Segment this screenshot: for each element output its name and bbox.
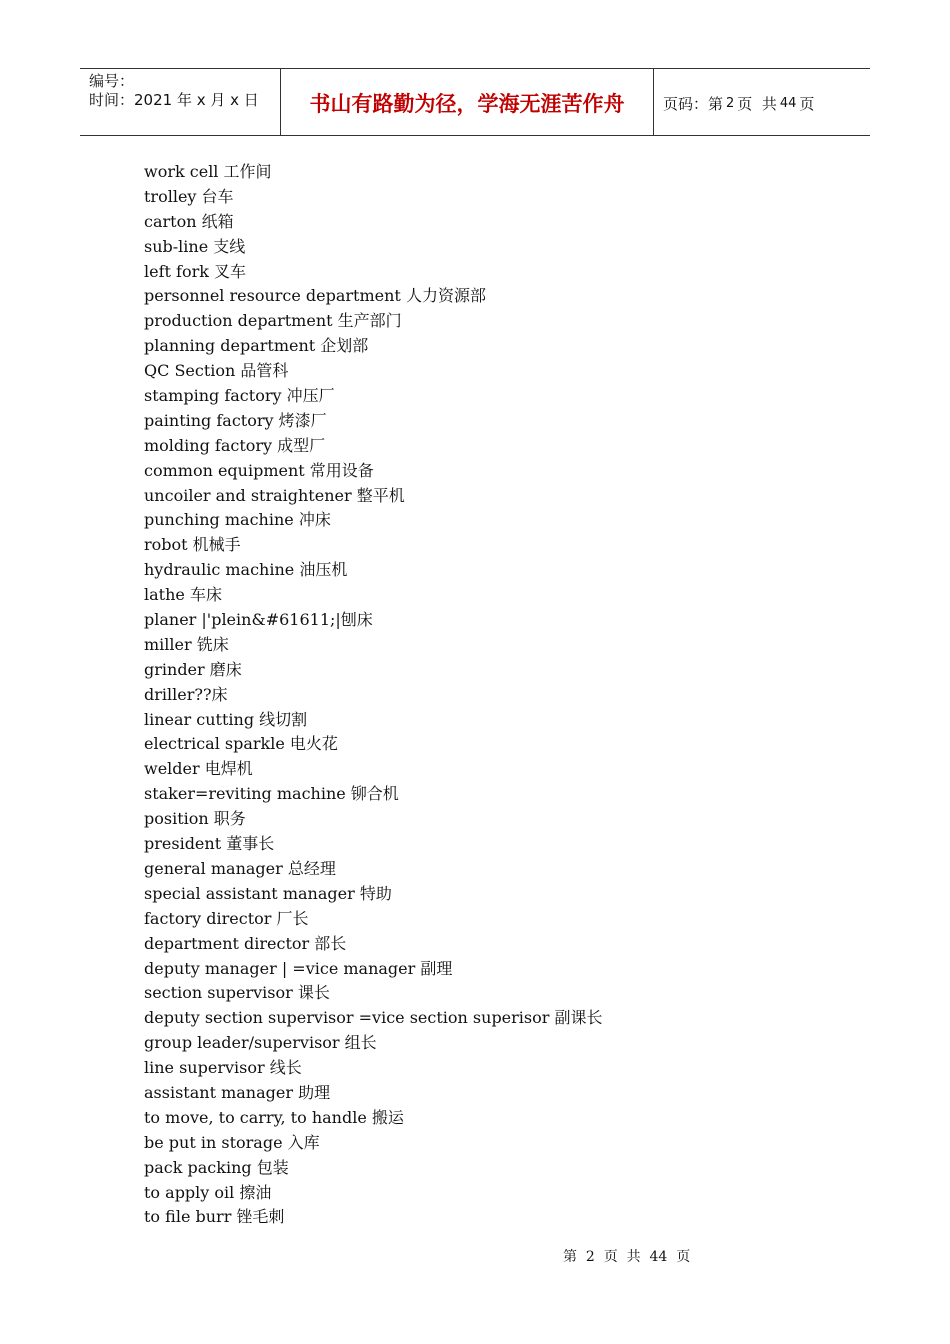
- glossary-entry: to apply oil 擦油: [144, 1182, 272, 1202]
- glossary-entry: special assistant manager 特助: [144, 883, 392, 903]
- glossary-entry: miller 铣床: [144, 634, 229, 654]
- glossary-entry: common equipment 常用设备: [144, 460, 374, 480]
- header-motto: 书山有路勤为径，学海无涯苦作舟: [309, 92, 625, 116]
- glossary-entry: factory director 厂长: [144, 908, 309, 928]
- glossary-entry: sub-line 支线: [144, 236, 246, 256]
- glossary-entry: planer |'plein&#61611;|刨床: [144, 610, 373, 630]
- document-time: [89, 91, 280, 110]
- glossary-entry: position 职务: [144, 809, 246, 829]
- glossary-entry: line supervisor 线长: [144, 1058, 302, 1078]
- glossary-list: [144, 160, 844, 1230]
- glossary-entry: work cell 工作间: [144, 162, 272, 181]
- glossary-entry: personnel resource department 人力资源部: [144, 286, 486, 306]
- glossary-entry: president 董事长: [144, 834, 275, 854]
- glossary-entry: group leader/supervisor 组长: [144, 1033, 377, 1053]
- glossary-entry: deputy manager | =vice manager 副理: [144, 958, 453, 978]
- header-motto-cell: [281, 69, 654, 135]
- glossary-entry: welder 电焊机: [144, 759, 253, 779]
- glossary-entry: carton 纸箱: [144, 211, 234, 231]
- glossary-entry: to move, to carry, to handle 搬运: [144, 1107, 404, 1127]
- glossary-entry: assistant manager 助理: [144, 1082, 331, 1102]
- glossary-entry: robot 机械手: [144, 535, 241, 555]
- header-meta-cell: [80, 69, 281, 135]
- header-page-cell: [654, 69, 870, 135]
- glossary-entry: left fork 叉车: [144, 261, 247, 281]
- glossary-entry: molding factory 成型厂: [144, 435, 326, 455]
- glossary-entry: stamping factory 冲压厂: [144, 386, 335, 406]
- glossary-entry: be put in storage 入库: [144, 1132, 320, 1152]
- glossary-entry: electrical sparkle 电火花: [144, 734, 338, 754]
- date-value: 2021 年 x 月 x 日: [134, 91, 259, 109]
- glossary-entry: pack packing 包装: [144, 1157, 289, 1177]
- page-current: 2: [726, 95, 735, 111]
- glossary-entry: planning department 企划部: [144, 336, 369, 356]
- page-label-prefix: 页码：第: [663, 94, 724, 113]
- glossary-entry: to file burr 锉毛刺: [144, 1207, 285, 1227]
- glossary-entry: production department 生产部门: [144, 311, 402, 331]
- page-label-mid: 页 共: [737, 94, 777, 113]
- glossary-entry: QC Section 品管科: [144, 361, 289, 381]
- glossary-entry: punching machine 冲床: [144, 510, 331, 530]
- glossary-entry: department director 部长: [144, 933, 347, 953]
- glossary-entry: linear cutting 线切割: [144, 709, 308, 729]
- time-label: 时间：: [89, 91, 135, 109]
- glossary-entry: section supervisor 课长: [144, 983, 330, 1003]
- page-label-suffix: 页: [799, 94, 815, 113]
- glossary-entry: driller??床: [144, 684, 228, 704]
- glossary-entry: lathe 车床: [144, 585, 222, 605]
- document-number-label: 编号：: [89, 72, 135, 90]
- glossary-entry: staker=reviting machine 铆合机: [144, 784, 399, 804]
- glossary-entry: deputy section supervisor =vice section superisor 副课长: [144, 1008, 603, 1028]
- glossary-entry: grinder 磨床: [144, 659, 242, 679]
- document-header: [80, 68, 870, 136]
- glossary-entry: painting factory 烤漆厂: [144, 410, 327, 430]
- glossary-entry: hydraulic machine 油压机: [144, 560, 348, 580]
- glossary-entry: general manager 总经理: [144, 858, 336, 878]
- glossary-entry: uncoiler and straightener 整平机: [144, 485, 405, 505]
- page-total: 44: [779, 95, 797, 111]
- footer-page-number: 第 2 页 共 44 页: [563, 1249, 691, 1265]
- glossary-entry: trolley 台车: [144, 186, 234, 206]
